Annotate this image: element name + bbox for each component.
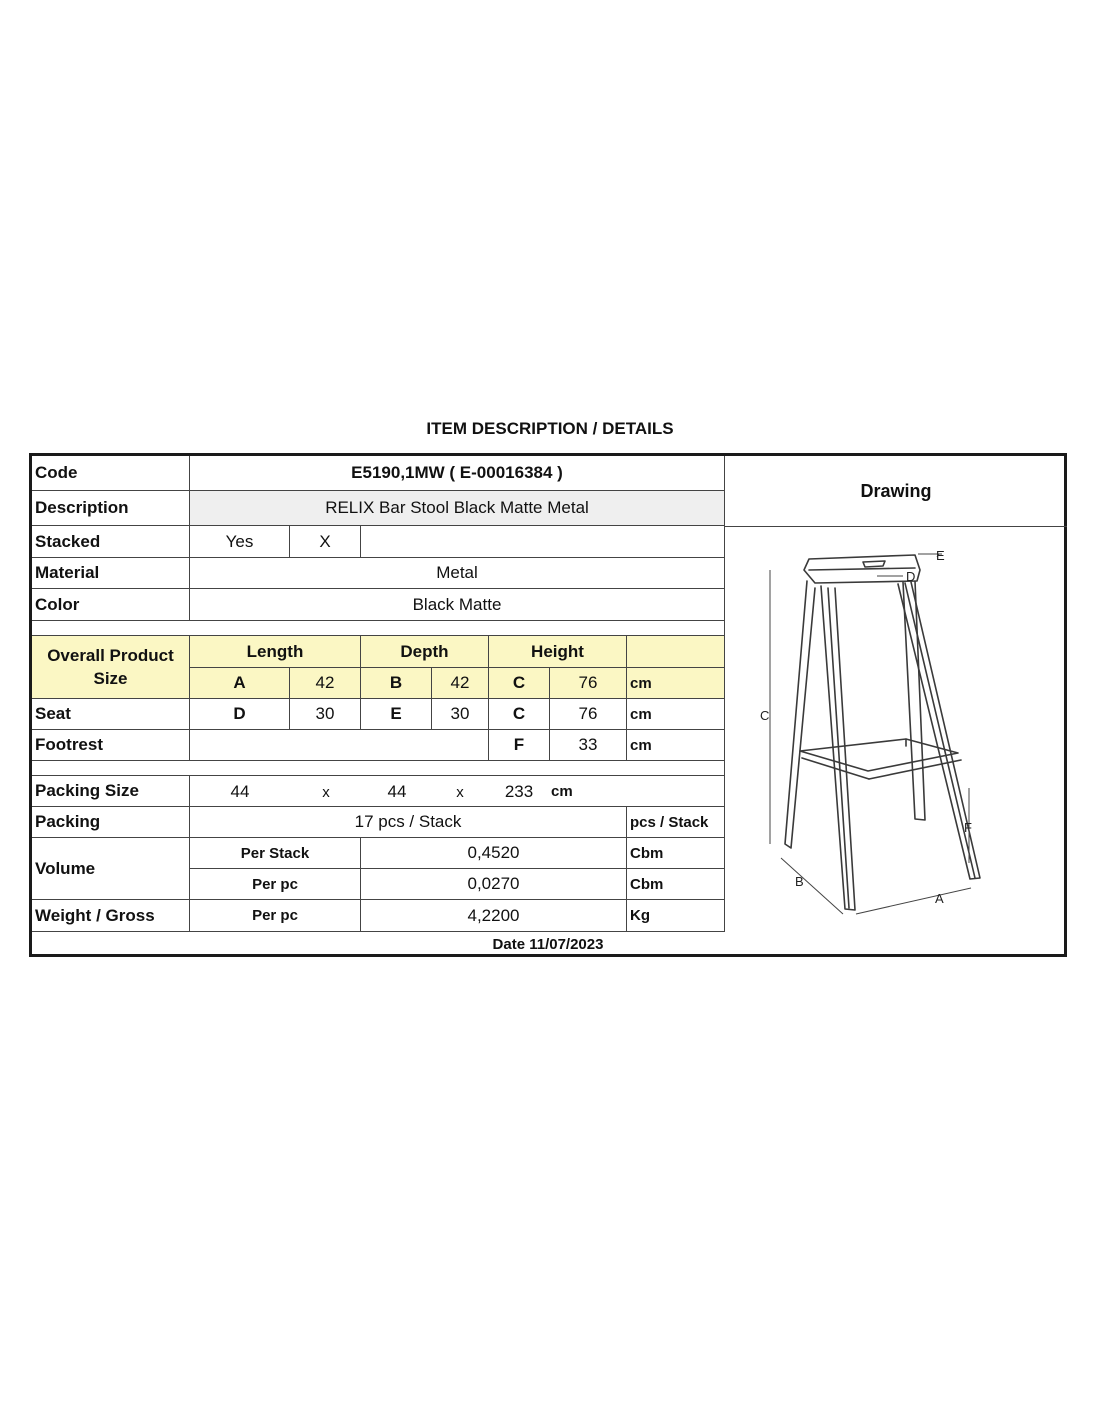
packing-unit: pcs / Stack (627, 807, 725, 838)
length-header: Length (190, 636, 361, 668)
volume-label: Volume (32, 838, 190, 900)
description-label: Description (32, 491, 190, 526)
packing-size-unit: cm (551, 783, 573, 800)
description-value: RELIX Bar Stool Black Matte Metal (190, 491, 725, 526)
overall-unit: cm (627, 668, 725, 699)
seat-unit: cm (627, 699, 725, 730)
footrest-empty (190, 730, 489, 761)
stacked-mark: X (290, 526, 361, 558)
packing-label: Packing (32, 807, 190, 838)
unit-header-empty (627, 636, 725, 668)
weight-unit: Kg (627, 900, 725, 932)
seat-height-value: 76 (550, 699, 627, 730)
material-value: Metal (190, 558, 725, 589)
drawing-label-a: A (935, 891, 944, 906)
weight-per-pc-label: Per pc (190, 900, 361, 932)
volume-per-pc-unit: Cbm (627, 869, 725, 900)
stacked-label: Stacked (32, 526, 190, 558)
seat-depth-key: E (361, 699, 432, 730)
packing-size-width: 44 (387, 782, 407, 801)
stool-drawing (725, 526, 1067, 930)
height-header: Height (489, 636, 627, 668)
volume-per-pc-value: 0,0270 (361, 869, 627, 900)
packing-size-x1: x (322, 784, 330, 801)
drawing-label-c: C (760, 708, 770, 723)
footrest-label: Footrest (32, 730, 190, 761)
spacer-row-2 (32, 761, 725, 776)
overall-depth-key: B (361, 668, 432, 699)
weight-value: 4,2200 (361, 900, 627, 932)
packing-size-height: 233 (504, 782, 534, 801)
drawing-label-d: D (906, 569, 916, 584)
footrest-unit: cm (627, 730, 725, 761)
color-value: Black Matte (190, 589, 725, 621)
document-title: ITEM DESCRIPTION / DETAILS (426, 419, 674, 438)
footrest-height-value: 33 (550, 730, 627, 761)
drawing-label-f: F (964, 820, 972, 835)
depth-header: Depth (361, 636, 489, 668)
overall-size-label: Overall Product Size (32, 636, 190, 699)
overall-length-key: A (190, 668, 290, 699)
drawing-label-e: E (936, 548, 945, 563)
spacer-row (32, 621, 725, 636)
overall-length-value: 42 (290, 668, 361, 699)
packing-value: 17 pcs / Stack (190, 807, 627, 838)
date-footer: Date 11/07/2023 (492, 936, 604, 953)
drawing-label-b: B (795, 874, 804, 889)
color-label: Color (32, 589, 190, 621)
seat-length-value: 30 (290, 699, 361, 730)
code-label: Code (32, 456, 190, 491)
seat-length-key: D (190, 699, 290, 730)
drawing-header: Drawing (725, 456, 1067, 527)
overall-height-value: 76 (550, 668, 627, 699)
seat-height-key: C (489, 699, 550, 730)
material-label: Material (32, 558, 190, 589)
weight-label: Weight / Gross (32, 900, 190, 932)
volume-per-stack-unit: Cbm (627, 838, 725, 869)
footrest-height-key: F (489, 730, 550, 761)
bar-stool-illustration (725, 526, 1067, 930)
packing-size-length: 44 (230, 782, 250, 801)
stacked-empty (361, 526, 725, 558)
overall-height-key: C (489, 668, 550, 699)
volume-per-stack-value: 0,4520 (361, 838, 627, 869)
seat-depth-value: 30 (432, 699, 489, 730)
code-value: E5190,1MW ( E-00016384 ) (190, 456, 725, 491)
volume-per-stack-label: Per Stack (190, 838, 361, 869)
seat-label: Seat (32, 699, 190, 730)
volume-per-pc-label: Per pc (190, 869, 361, 900)
overall-depth-value: 42 (432, 668, 489, 699)
item-details-sheet (29, 453, 1067, 957)
packing-size-x2: x (456, 784, 464, 801)
stacked-yes: Yes (190, 526, 290, 558)
packing-size-label: Packing Size (32, 776, 190, 807)
